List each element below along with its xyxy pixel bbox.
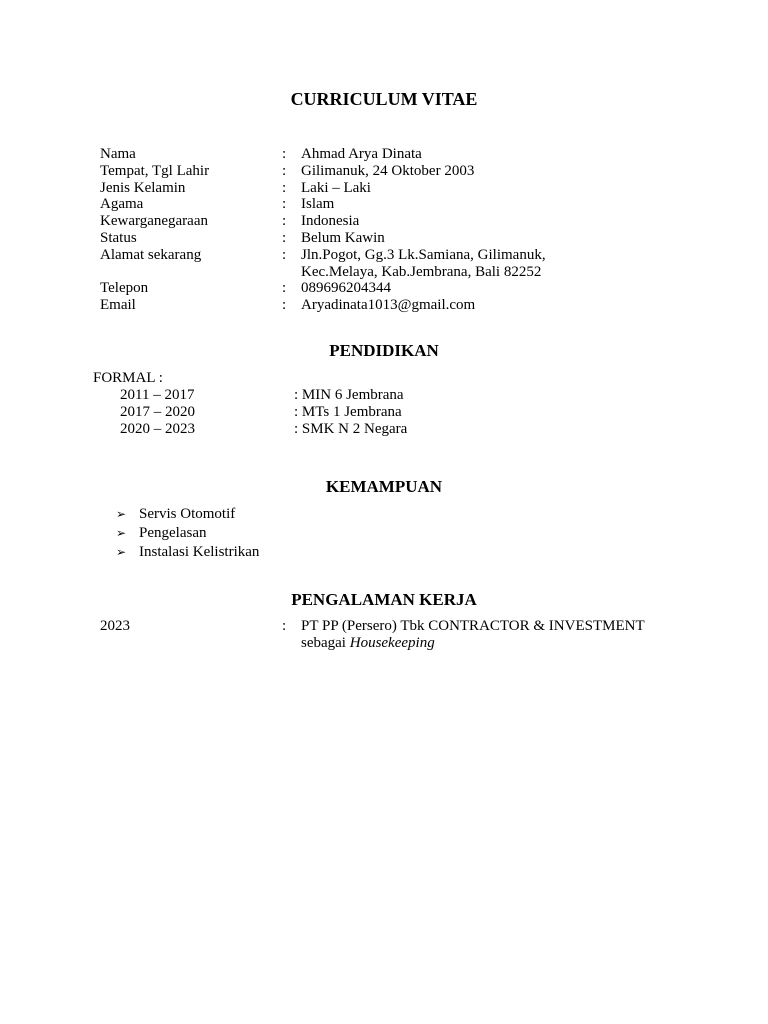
skill-label: Servis Otomotif [139,506,236,522]
field-value: Islam [301,196,335,213]
field-label: Jenis Kelamin [100,179,186,196]
address-line-2: Kec.Melaya, Kab.Jembrana, Bali 82252 [301,263,542,280]
work-description [301,618,681,652]
personal-row-email [100,297,601,314]
skills-heading: KEMAMPUAN [325,477,443,496]
education-row [93,421,407,438]
field-separator: : [282,213,287,230]
personal-row-address [100,247,601,281]
formal-label: FORMAL : [93,370,163,386]
field-label: Nama [100,146,136,162]
personal-row-phone [100,280,601,297]
education-section [93,370,407,438]
field-value: Ahmad Arya Dinata [301,146,422,162]
field-separator: : [282,162,287,179]
field-label: Alamat sekarang [100,246,202,263]
work-experience-heading: PENGALAMAN KERJA [291,590,477,609]
field-value: Aryadinata1013@gmail.com [301,297,476,314]
education-school: : SMK N 2 Negara [294,421,408,437]
arrowhead-bullet-icon: ➢ [116,526,127,540]
arrowhead-bullet-icon: ➢ [116,507,127,521]
field-label: Status [100,229,137,246]
personal-row-status [100,230,601,247]
education-row [93,387,407,404]
personal-row-nama [100,146,601,163]
education-years: 2011 – 2017 [120,387,195,403]
field-separator: : [282,146,287,162]
education-school: : MIN 6 Jembrana [294,387,404,403]
education-heading: PENDIDIKAN [329,341,439,360]
field-value [301,247,601,281]
work-role: Housekeeping [349,635,435,651]
field-value: Laki – Laki [301,179,371,196]
skills-list [116,505,259,562]
field-label: Tempat, Tgl Lahir [100,162,210,179]
education-school: : MTs 1 Jembrana [294,404,402,420]
education-row [93,404,407,421]
work-year: 2023 [100,618,130,634]
education-years: 2020 – 2023 [120,421,195,437]
skill-item [116,543,259,562]
personal-row-citizenship [100,213,601,230]
skill-label: Pengelasan [139,525,207,541]
work-experience-section [100,618,681,652]
field-value: Gilimanuk, 24 Oktober 2003 [301,162,475,179]
address-line-1: Jln.Pogot, Gg.3 Lk.Samiana, Gilimanuk, [301,246,546,263]
field-label: Email [100,297,136,314]
arrowhead-bullet-icon: ➢ [116,545,127,559]
work-role-prefix: sebagai [301,635,350,651]
field-separator: : [282,246,287,263]
field-value: 089696204344 [301,280,391,297]
skill-item [116,505,259,524]
personal-row-religion [100,196,601,213]
field-value: Indonesia [301,213,360,230]
page-title: CURRICULUM VITAE [290,89,478,109]
field-label: Agama [100,196,144,213]
education-years: 2017 – 2020 [120,404,195,420]
skill-item [116,524,259,543]
field-separator: : [282,196,287,213]
field-separator: : [282,618,287,634]
personal-info-section [100,146,601,314]
field-label: Telepon [100,280,149,297]
skill-label: Instalasi Kelistrikan [139,544,260,560]
field-label: Kewarganegaraan [100,213,208,230]
field-separator: : [282,297,287,314]
work-row [100,618,681,652]
field-separator: : [282,179,287,196]
personal-row-gender [100,180,601,197]
field-separator: : [282,229,287,246]
personal-row-birth [100,163,601,180]
field-value: Belum Kawin [301,229,385,246]
field-separator: : [282,280,287,297]
work-company: PT PP (Persero) Tbk CONTRACTOR & INVESTMENT [301,618,645,634]
